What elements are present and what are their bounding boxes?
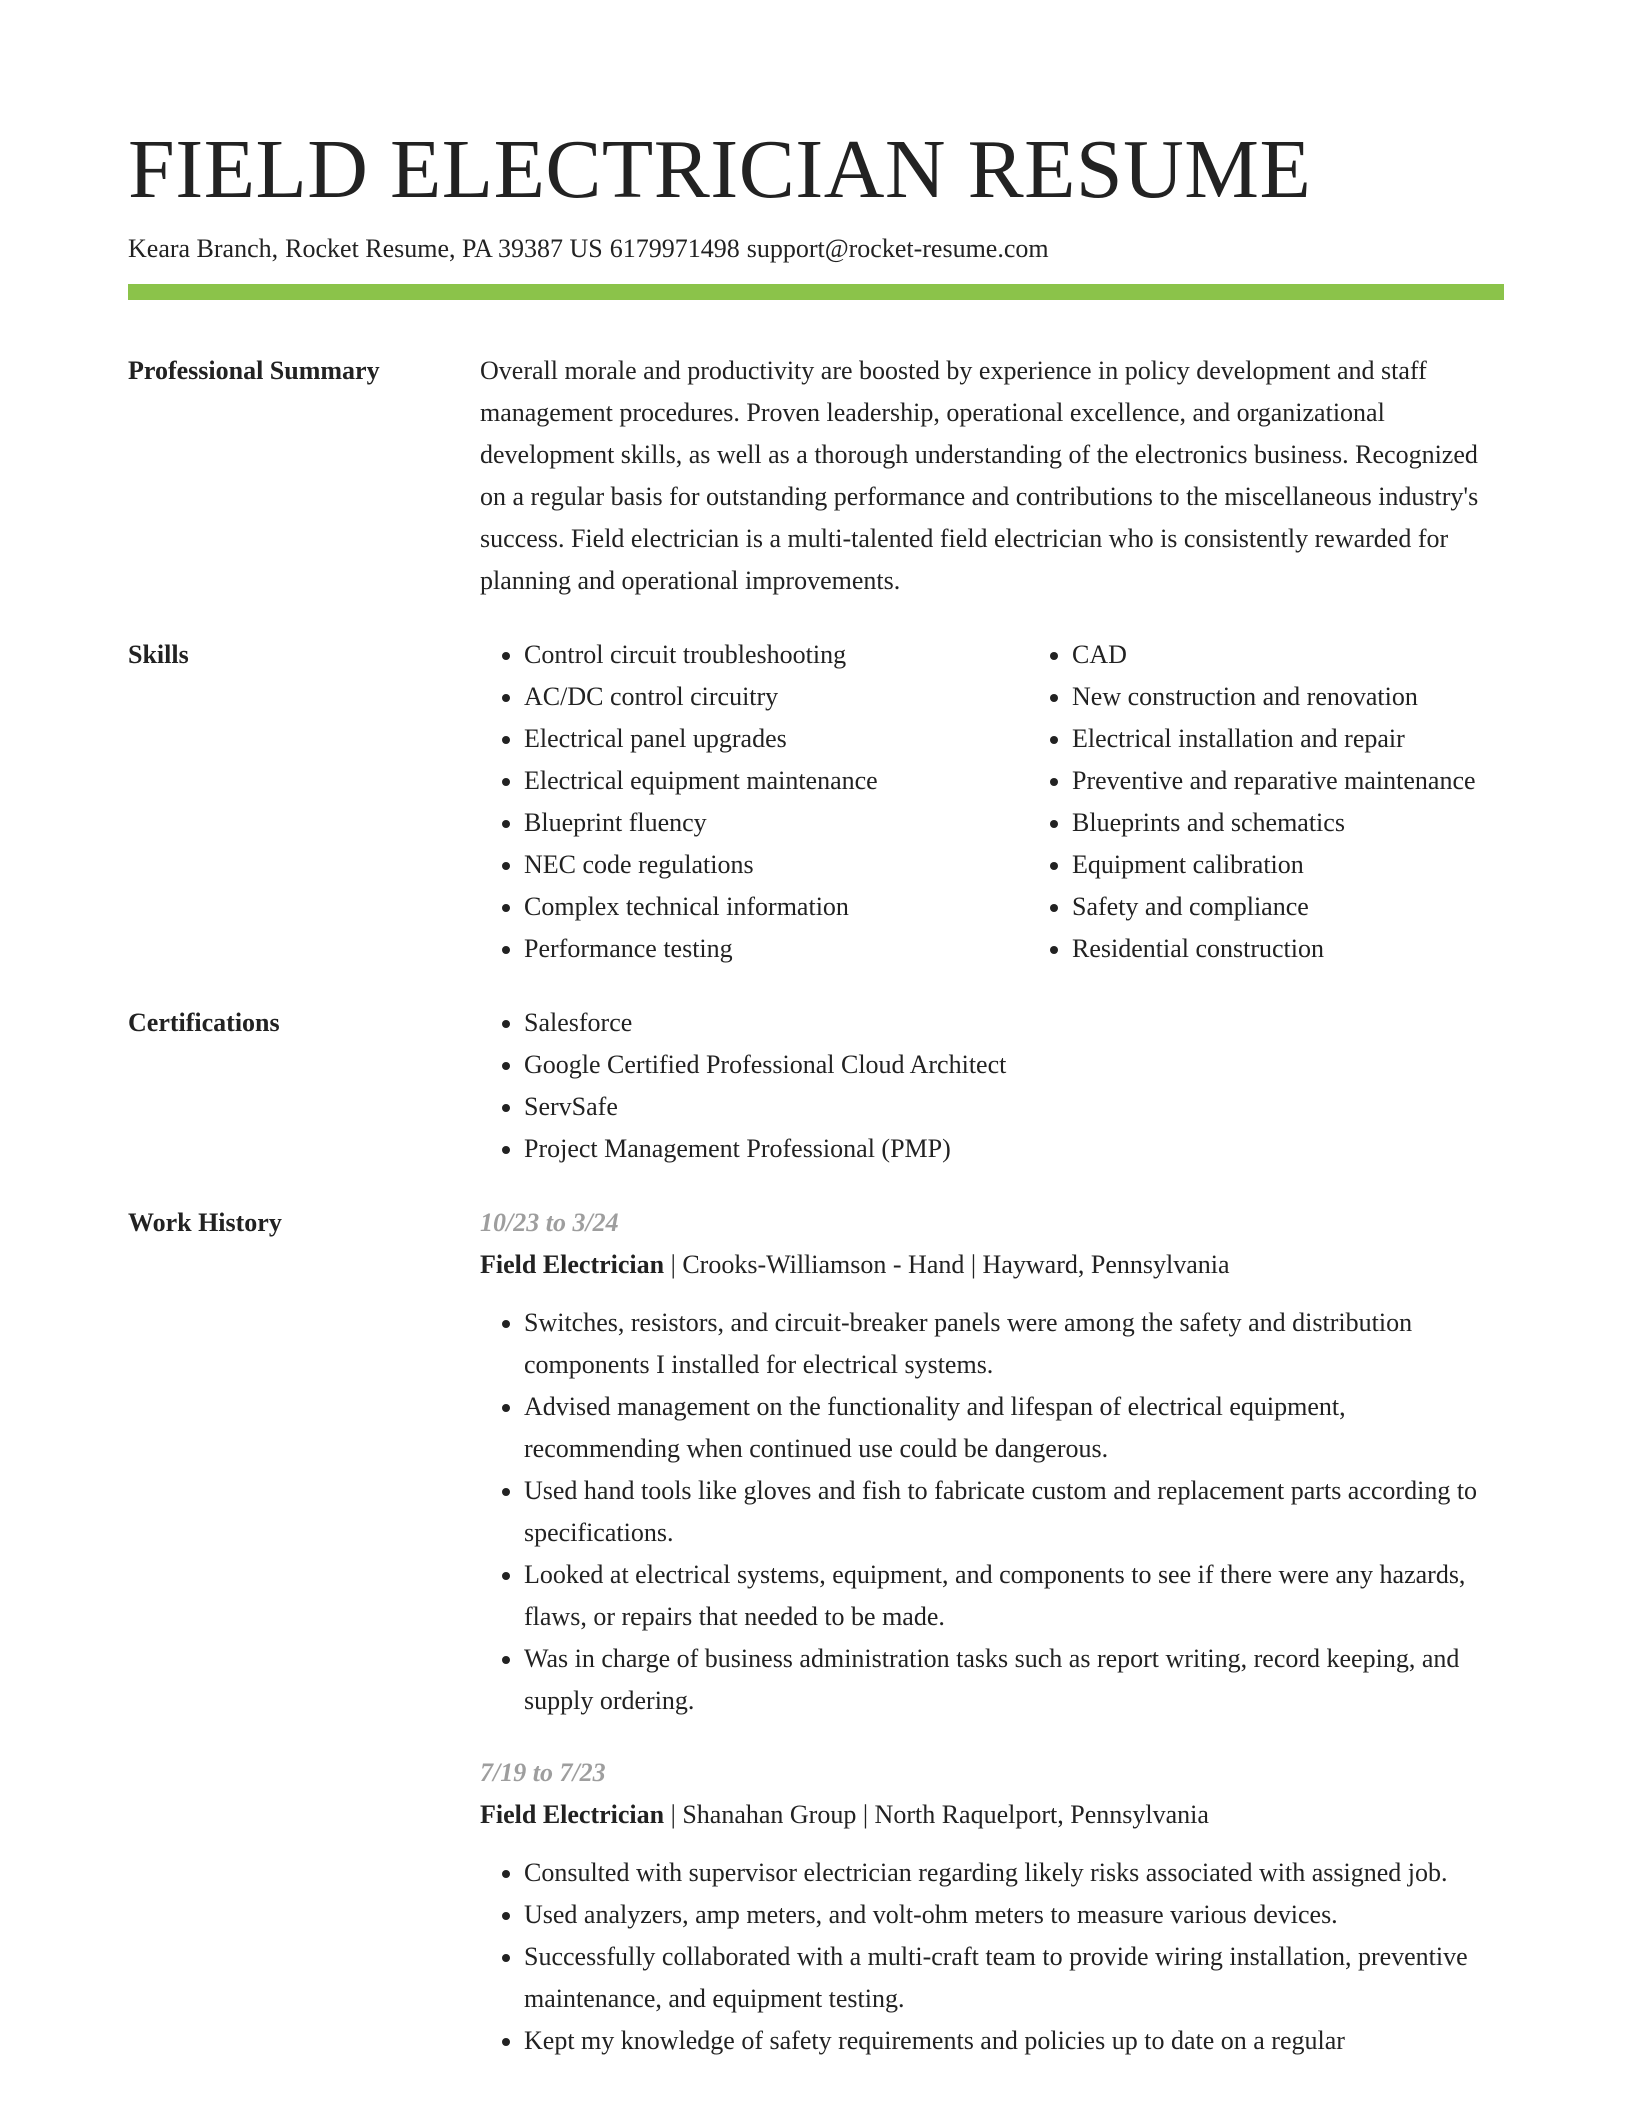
section-label-work-history: Work History [128,1208,282,1237]
list-item: • Blueprint fluency [524,802,1028,844]
list-item: • Used analyzers, amp meters, and volt-ohm meters to measure various devices. [524,1894,1504,1936]
summary-text: Overall morale and productivity are boosted by experience in policy development and staff management procedures. Proven leadership, operational excellence, and organizational development skills, as well as a thorough understanding of the electronics business. Recognized on a regular basis for outstanding performance and contributions to the miscellaneous industry's success. Field electrician is a multi-talented field electrician who is consistently rewarded for planning and operational improvements. [480,356,1479,595]
job-heading [480,1794,1504,1836]
list-item: • Google Certified Professional Cloud Architect [524,1044,1504,1086]
section-label-summary: Professional Summary [128,356,380,385]
list-item: • Switches, resistors, and circuit-breaker panels were among the safety and distribution components I installed for electrical systems. [524,1302,1504,1386]
skills-section [128,634,1504,970]
list-item: • Was in charge of business administration tasks such as report writing, record keeping, and supply ordering. [524,1638,1504,1722]
work-history-body [480,1202,1504,2062]
resume-page [128,0,1504,2062]
contact-location: Rocket Resume, PA 39387 US [285,234,603,263]
job-entry [480,1202,1504,1722]
list-item: • Salesforce [524,1002,1504,1044]
list-item: • New construction and renovation [1072,676,1592,718]
list-item: • Advised management on the functionality and lifespan of electrical equipment, recommending when continued use could be dangerous. [524,1386,1504,1470]
job-heading [480,1244,1504,1286]
job-bullets [480,1852,1504,2062]
list-item: • Control circuit troubleshooting [524,634,1028,676]
professional-summary-section [128,350,1504,602]
list-item: • Used hand tools like gloves and fish to fabricate custom and replacement parts according to specifications. [524,1470,1504,1554]
skills-list-left [480,634,1028,970]
list-item: • Preventive and reparative maintenance [1072,760,1592,802]
list-item: • Consulted with supervisor electrician regarding likely risks associated with assigned job. [524,1852,1504,1894]
skills-body [480,634,1504,970]
list-item: • Blueprints and schematics [1072,802,1592,844]
contact-line [128,232,1504,266]
list-item: • Performance testing [524,928,1028,970]
job-entry [480,1752,1504,2062]
certifications-list [480,1002,1504,1170]
job-title: Field Electrician [480,1800,665,1829]
list-item: • NEC code regulations [524,844,1028,886]
certifications-section [128,1002,1504,1170]
list-item: • Residential construction [1072,928,1592,970]
list-item: • Successfully collaborated with a multi-craft team to provide wiring installation, preventive maintenance, and equipment testing. [524,1936,1504,2020]
list-item: • AC/DC control circuitry [524,676,1028,718]
list-item: • Equipment calibration [1072,844,1592,886]
resume-title: FIELD ELECTRICIAN RESUME [128,123,1312,216]
contact-name: Keara Branch, [128,234,279,263]
certifications-body [480,1002,1504,1170]
job-title: Field Electrician [480,1250,665,1279]
job-details: | Shanahan Group | North Raquelport, Pennsylvania [664,1800,1209,1829]
contact-phone: 6179971498 [609,234,740,263]
list-item: • Looked at electrical systems, equipment, and components to see if there were any hazards, flaws, or repairs that needed to be made. [524,1554,1504,1638]
list-item: • Kept my knowledge of safety requirements and policies up to date on a regular [524,2020,1504,2062]
job-details: | Crooks-Williamson - Hand | Hayward, Pennsylvania [664,1250,1230,1279]
list-item: • Complex technical information [524,886,1028,928]
list-item: • Safety and compliance [1072,886,1592,928]
accent-divider [128,284,1504,300]
job-dates: 10/23 to 3/24 [480,1208,619,1237]
list-item: • CAD [1072,634,1592,676]
list-item: • Electrical equipment maintenance [524,760,1028,802]
job-bullets [480,1302,1504,1722]
skills-list-right [1028,634,1592,970]
job-dates: 7/19 to 7/23 [480,1758,606,1787]
list-item: • Electrical installation and repair [1072,718,1592,760]
list-item: • Project Management Professional (PMP) [524,1128,1504,1170]
summary-body [480,350,1504,602]
section-label-certifications: Certifications [128,1008,280,1037]
contact-email: support@rocket-resume.com [746,234,1049,263]
section-label-skills: Skills [128,640,189,669]
list-item: • Electrical panel upgrades [524,718,1028,760]
work-history-section [128,1202,1504,2062]
list-item: • ServSafe [524,1086,1504,1128]
